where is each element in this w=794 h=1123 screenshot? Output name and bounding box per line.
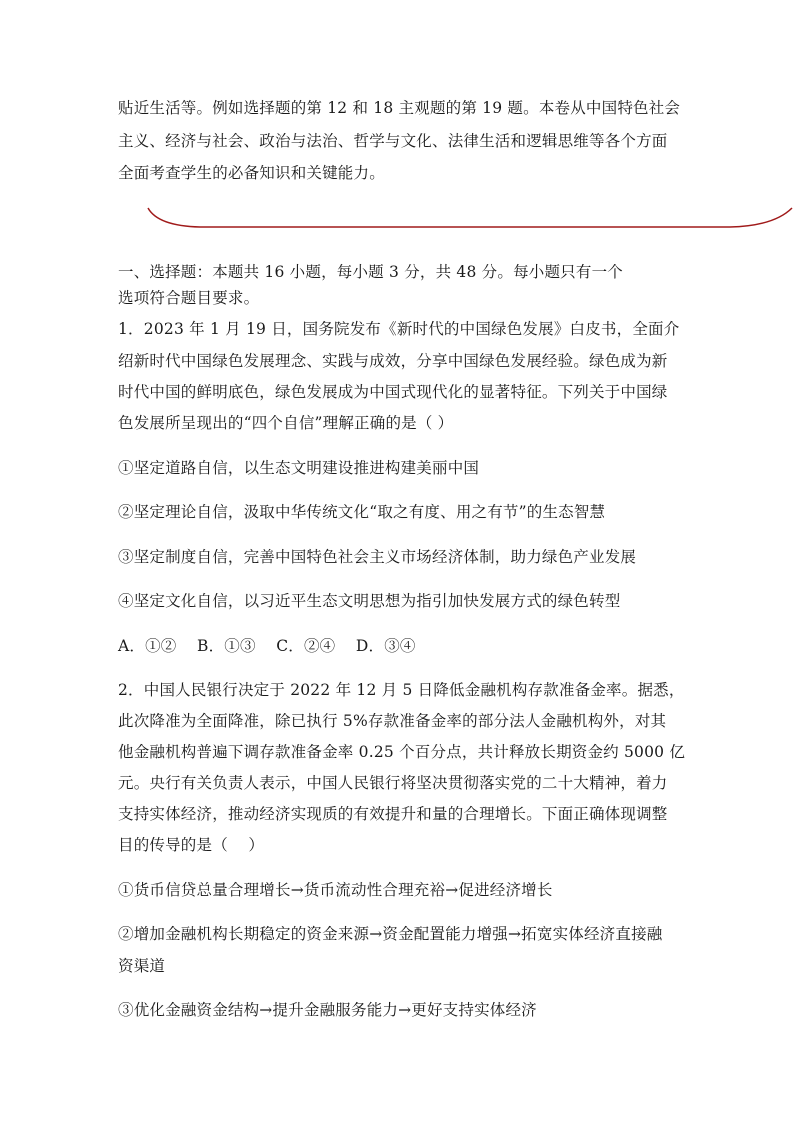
q2-option-1: ①货币信贷总量合理增长→货币流动性合理充裕→促进经济增长 [118, 881, 553, 899]
q2-stem-line-6: 目的传导的是（ ） [118, 836, 265, 854]
intro-line-1: 贴近生活等。例如选择题的第 12 和 18 主观题的第 19 题。本卷从中国特色社会 [118, 99, 681, 117]
q1-option-2: ②坚定理论自信，汲取中华传统文化“取之有度、用之有节”的生态智慧 [118, 503, 606, 521]
q1-option-1: ①坚定道路自信，以生态文明建设推进构建美丽中国 [118, 459, 480, 477]
curved-divider [140, 200, 794, 236]
q1-stem-line-3: 时代中国的鲜明底色，绿色发展成为中国式现代化的显著特征。下列关于中国绿 [118, 383, 668, 401]
q1-choices: A．①② B．①③ C．②④ D．③④ [118, 637, 416, 655]
q2-stem-line-1: 2．中国人民银行决定于 2022 年 12 月 5 日降低金融机构存款准备金率。据悉， [118, 681, 685, 699]
q1-stem-line-2: 绍新时代中国绿色发展理念、实践与成效，分享中国绿色发展经验。绿色成为新 [118, 352, 668, 370]
q1-stem-line-1: 1．2023 年 1 月 19 日，国务院发布《新时代的中国绿色发展》白皮书，全面介 [118, 320, 680, 338]
q2-stem-line-3: 他金融机构普遍下调存款准备金率 0.25 个百分点，共计释放长期资金约 5000 亿 [118, 743, 686, 761]
q2-stem-line-5: 支持实体经济，推动经济实现质的有效提升和量的合理增长。下面正确体现调整 [118, 805, 668, 823]
q2-option-2: ②增加金融机构长期稳定的资金来源→资金配置能力增强→拓宽实体经济直接融 [118, 925, 663, 943]
q1-option-3: ③坚定制度自信，完善中国特色社会主义市场经济体制，助力绿色产业发展 [118, 548, 637, 566]
divider-curve [148, 208, 792, 227]
q1-stem-line-4: 色发展所呈现出的“四个自信”理解正确的是（ ） [118, 414, 454, 432]
q2-option-3: ③优化金融资金结构→提升金融服务能力→更好支持实体经济 [118, 1001, 537, 1019]
intro-line-2: 主义、经济与社会、政治与法治、哲学与文化、法律生活和逻辑思维等各个方面 [118, 132, 668, 150]
q2-stem-line-2: 此次降准为全面降准，除已执行 5%存款准备金率的部分法人金融机构外，对其 [118, 712, 667, 730]
q2-option-2-cont: 资渠道 [118, 957, 166, 975]
q1-option-4: ④坚定文化自信，以习近平生态文明思想为指引加快发展方式的绿色转型 [118, 592, 621, 610]
section-heading-line-1: 一、选择题：本题共 16 小题，每小题 3 分，共 48 分。每小题只有一个 [118, 263, 623, 281]
q2-stem-line-4: 元。央行有关负责人表示，中国人民银行将坚决贯彻落实党的二十大精神，着力 [118, 774, 668, 792]
intro-line-3: 全面考查学生的必备知识和关键能力。 [118, 164, 385, 182]
section-heading-line-2: 选项符合题目要求。 [118, 289, 260, 307]
